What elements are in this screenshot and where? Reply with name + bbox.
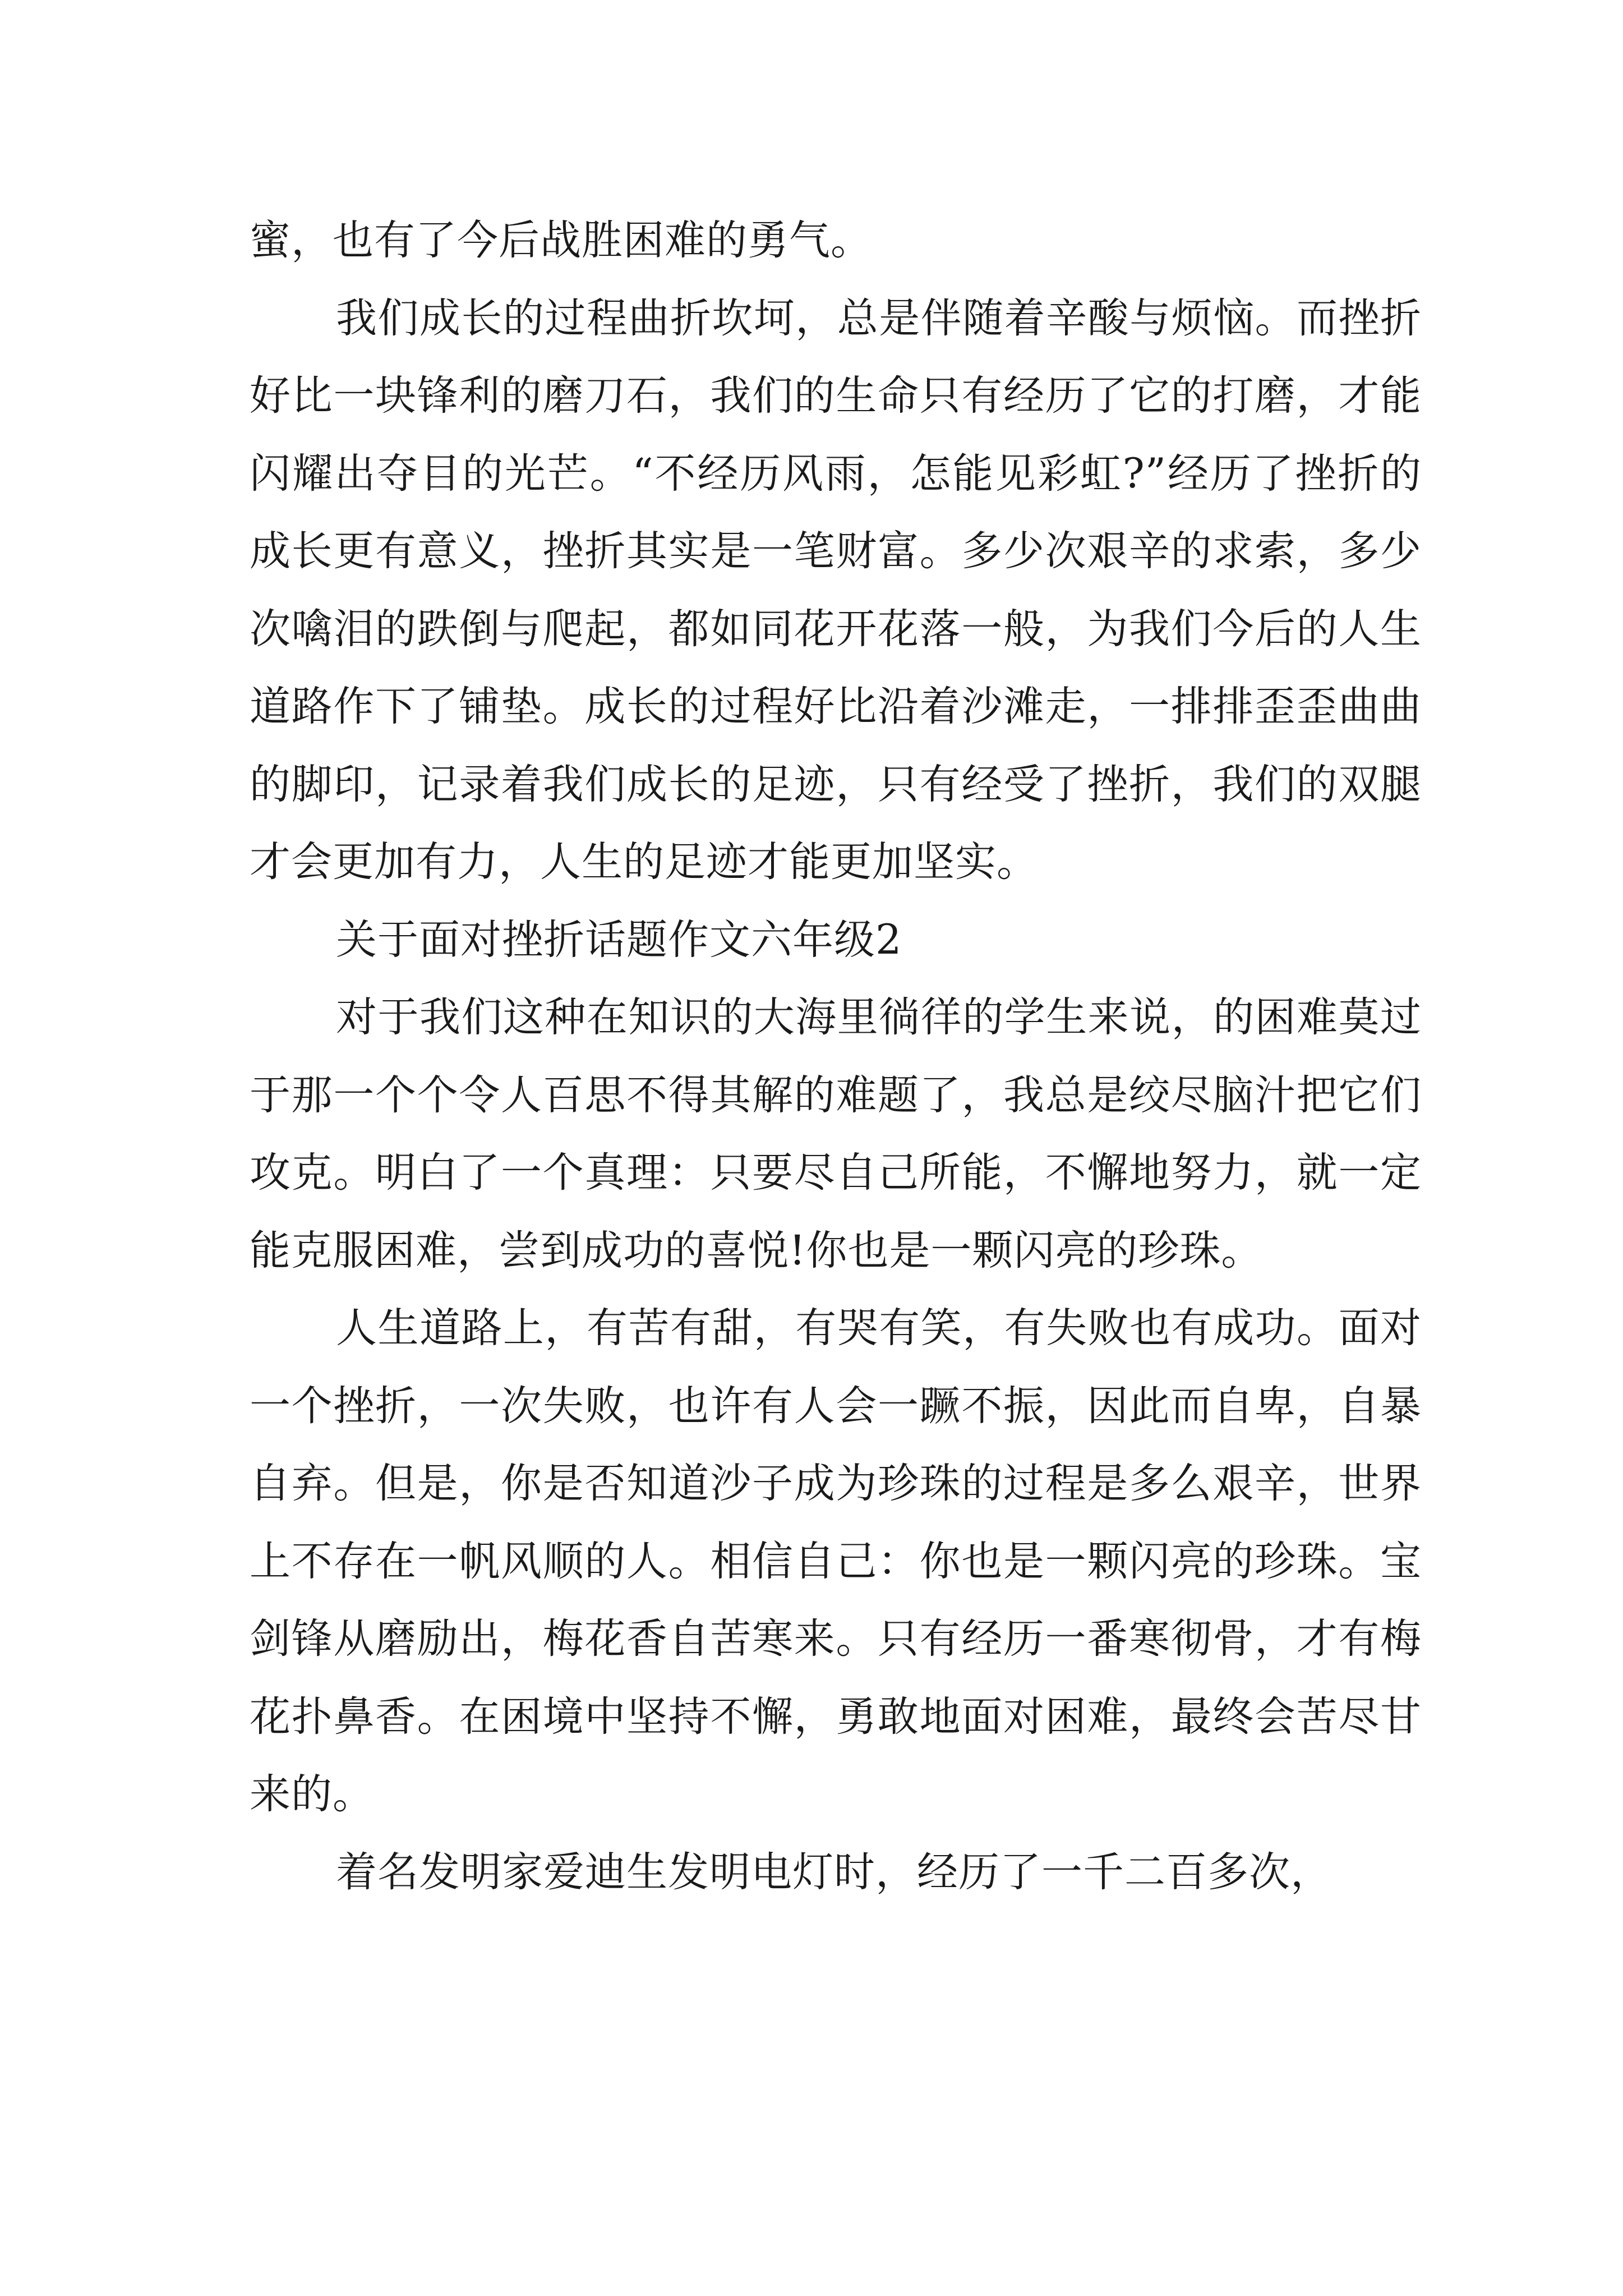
body-text: [250, 202, 1422, 1911]
section-heading: 关于面对挫折话题作文六年级2: [336, 915, 902, 964]
paragraph: 我们成长的过程曲折坎坷，总是伴随着辛酸与烦恼。而挫折好比一块锋利的磨刀石，我们的生命只有经历了它的打磨，才能闪耀出夺目的光芒。“不经历风雨，怎能见彩虹?”经历了挫折的成长更有意义，挫折其实是一笔财富。多少次艰辛的求索，多少次噙泪的跌倒与爬起，都如同花开花落一般，为我们今后的人生道路作下了铺垫。成长的过程好比沿着沙滩走，一排排歪歪曲曲的脚印，记录着我们成长的足迹，只有经受了挫折，我们的双腿才会更加有力，人生的足迹才能更加坚实。: [250, 294, 1422, 886]
paragraph: 人生道路上，有苦有甜，有哭有笑，有失败也有成功。面对一个挫折，一次失败，也许有人会一蹶不振，因此而自卑，自暴自弃。但是，你是否知道沙子成为珍珠的过程是多么艰辛，世界上不存在一帆风顺的人。相信自己：你也是一颗闪亮的珍珠。宝剑锋从磨励出，梅花香自苦寒来。只有经历一番寒彻骨，才有梅花扑鼻香。在困境中坚持不懈，勇敢地面对困难，最终会苦尽甘来的。: [250, 1304, 1422, 1818]
paragraph: 着名发明家爱迪生发明电灯时，经历了一千二百多次，: [336, 1848, 1332, 1896]
paragraph: 对于我们这种在知识的大海里徜徉的学生来说，的困难莫过于那一个个令人百思不得其解的难题了，我总是绞尽脑汁把它们攻克。明白了一个真理：只要尽自己所能，不懈地努力，就一定能克服困难，尝到成功的喜悦!你也是一颗闪亮的珍珠。: [250, 993, 1422, 1274]
paragraph: 蜜，也有了今后战胜困难的勇气。: [250, 217, 872, 264]
